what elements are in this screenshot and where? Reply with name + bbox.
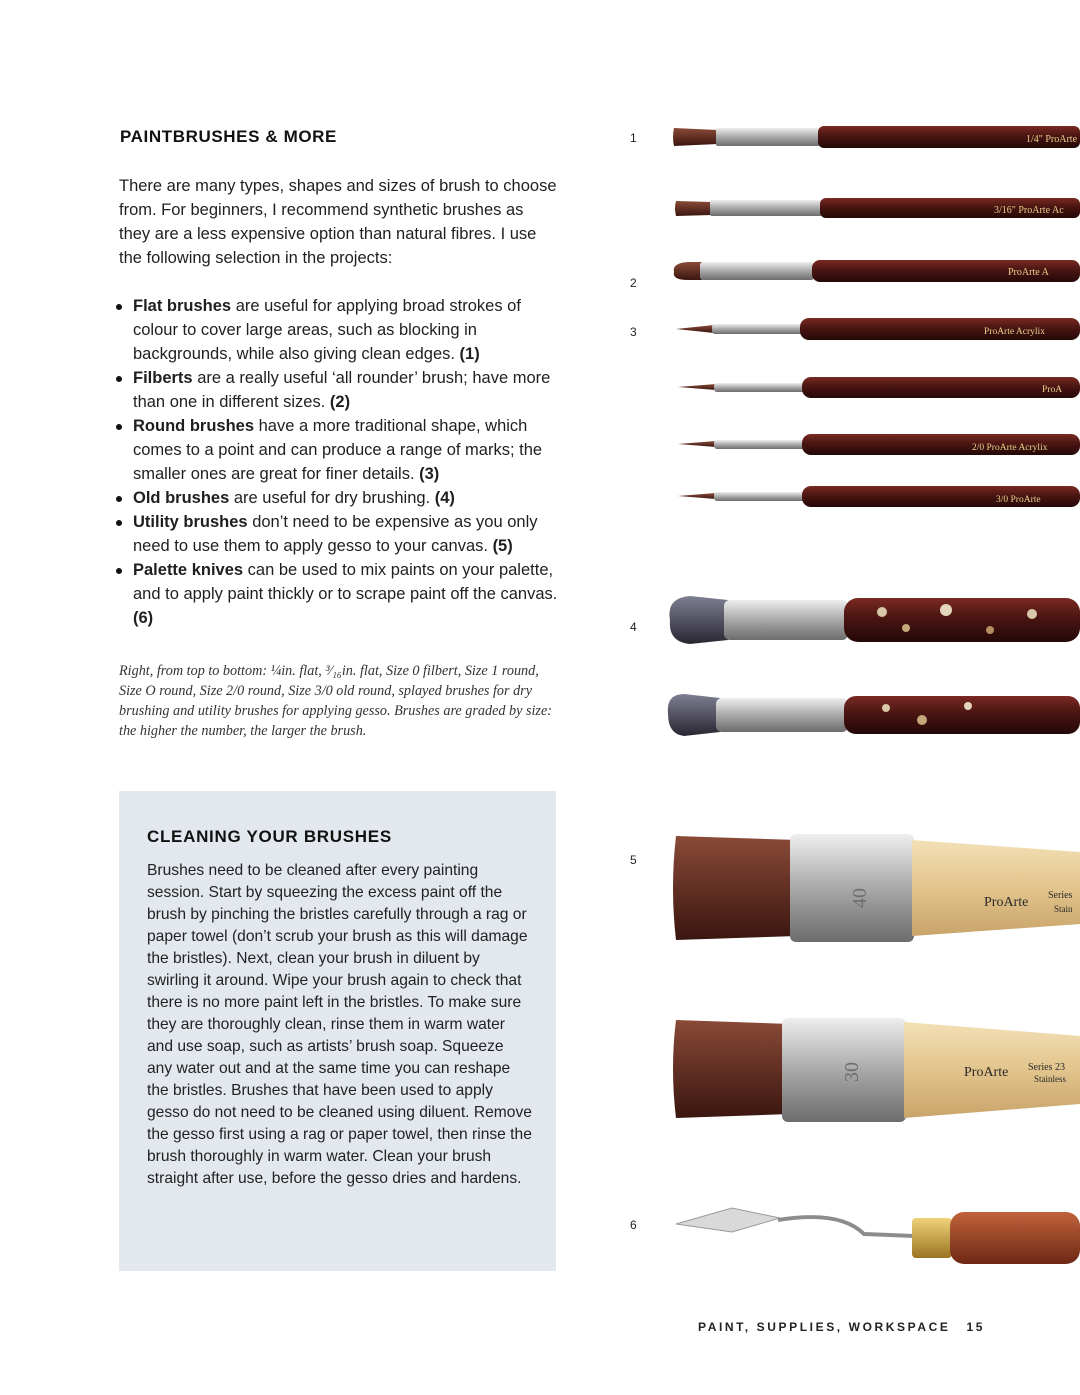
- brush-series-label: Series: [1048, 890, 1073, 901]
- brush-label: 3/0 ProArte: [996, 495, 1041, 505]
- brush-brand-label: ProArte: [964, 1065, 1009, 1080]
- brush-label: ProArte A: [1008, 267, 1049, 278]
- flat-brush-quarter-inch: [673, 126, 1080, 148]
- brush-stain-label: Stainless: [1034, 1074, 1067, 1084]
- palette-knife: [676, 1208, 1080, 1264]
- flat-brush-three-sixteenths: [675, 198, 1080, 218]
- list-item: [114, 294, 564, 366]
- brush-label: 3/16" ProArte Ac: [994, 205, 1064, 216]
- list-item-term: Round brushes: [133, 417, 255, 435]
- brush-photo-column: [650, 100, 1080, 1280]
- list-item-text: don’t need to be expensive as you only need to use them to apply gesso to your canvas.: [133, 513, 538, 555]
- list-item-ref: (1): [459, 345, 480, 363]
- list-item-term: Flat brushes: [133, 297, 232, 315]
- list-item: [114, 510, 564, 558]
- sidebar-title: CLEANING YOUR BRUSHES: [147, 827, 392, 846]
- round-brush-size-3-0-old: [678, 486, 1080, 507]
- list-item-term: Palette knives: [133, 561, 244, 579]
- figure-number-4: 4: [630, 620, 637, 634]
- list-item: [114, 558, 564, 630]
- brush-label: ProArte Acrylix: [984, 327, 1045, 337]
- intro-paragraph: There are many types, shapes and sizes of brush to choose from. For beginners, I recommend synthetic brushes as they are a less expensive option than natural fibres. I use the following selection in the projects:: [119, 177, 557, 267]
- list-item-term: Filberts: [133, 369, 193, 387]
- section-title: PAINTBRUSHES & MORE: [120, 127, 337, 146]
- figure-number-2: 2: [630, 276, 637, 290]
- list-item-text: are a really useful ‘all rounder’ brush; have more than one in different sizes.: [133, 369, 551, 411]
- running-footer: [698, 1320, 985, 1334]
- list-item: [114, 414, 564, 486]
- list-item: [114, 366, 564, 414]
- list-item-text: can be used to mix paints on your palette, and to apply paint thickly or to scrape paint off the canvas.: [133, 561, 558, 603]
- brush-stain-label: Stain: [1054, 904, 1073, 914]
- list-item-ref: (5): [492, 537, 513, 555]
- list-item-text: are useful for dry brushing.: [229, 489, 435, 507]
- brush-label: 2/0 ProArte Acrylix: [972, 443, 1048, 453]
- round-brush-size-2-0: [678, 434, 1080, 455]
- list-item-term: Old brushes: [133, 489, 230, 507]
- brushes-illustration: [650, 100, 1080, 1280]
- list-item-text: are useful for applying broad strokes of colour to cover large areas, such as blocking in backgrounds, while also giving clean edges.: [133, 297, 521, 363]
- list-item-text: have a more traditional shape, which comes to a point and can produce a range of marks; the smaller ones are great for finer details.: [133, 417, 543, 483]
- brush-size-label: 30: [841, 1062, 863, 1082]
- footer-section-title: PAINT, SUPPLIES, WORKSPACE: [698, 1320, 951, 1334]
- splayed-brush-1: [669, 596, 1080, 644]
- figure-number-1: 1: [630, 131, 637, 145]
- list-item-ref: (3): [419, 465, 440, 483]
- list-item: [114, 486, 564, 510]
- figure-number-5: 5: [630, 853, 637, 867]
- splayed-brush-2: [668, 694, 1080, 736]
- utility-brush-30: [673, 1018, 1080, 1122]
- brush-list: [114, 294, 564, 630]
- list-item-ref: (4): [434, 489, 455, 507]
- round-brush-size-1: [676, 318, 1080, 340]
- figure-caption: Right, from top to bottom: ¼in. flat, ³⁄₁₆in. flat, Size 0 filbert, Size 1 round, Size O round, Size 2/0 round, Size 3/0 old round, splayed brushes for dry brushing and utility brushes for applying gesso. Brushes are graded by size: the higher the number, the larger the brush.: [119, 663, 552, 739]
- sidebar-body: Brushes need to be cleaned after every painting session. Start by squeezing the excess paint off the brush by pinching the bristles carefully through a rag or paper towel (don’t scrub your brush as this will damage the bristles). Next, clean your brush in diluent by swirling it around. Wipe your brush again to check that there is no more paint left in the bristles. To make sure they are thoroughly clean, rinse them in warm water and use soap, such as artists’ brush soap. Squeeze any water out and at the same time you can reshape the bristles. Brushes that have been used to apply gesso do not need to be cleaned using diluent. Remove the gesso first using a rag or paper towel, then rinse the brush thoroughly in warm water. Clean your brush straight after use, before the gesso dries and hardens.: [147, 862, 532, 1187]
- round-brush-size-0: [678, 377, 1080, 398]
- list-item-ref: (2): [329, 393, 351, 411]
- list-item-term: Utility brushes: [133, 513, 248, 531]
- page-number: 15: [966, 1320, 986, 1334]
- brush-brand-label: ProArte: [984, 895, 1029, 910]
- filbert-brush: [674, 260, 1080, 282]
- list-item-ref: (6): [133, 609, 154, 627]
- brush-label: 1/4" ProArte: [1026, 134, 1078, 145]
- brush-size-label: 40: [849, 888, 871, 908]
- utility-brush-40: [673, 834, 1080, 942]
- brush-label: ProA: [1042, 385, 1063, 395]
- brush-series-label: Series 23: [1028, 1062, 1065, 1073]
- figure-number-3: 3: [630, 325, 637, 339]
- cleaning-sidebar: [119, 791, 556, 1271]
- figure-number-6: 6: [630, 1218, 637, 1232]
